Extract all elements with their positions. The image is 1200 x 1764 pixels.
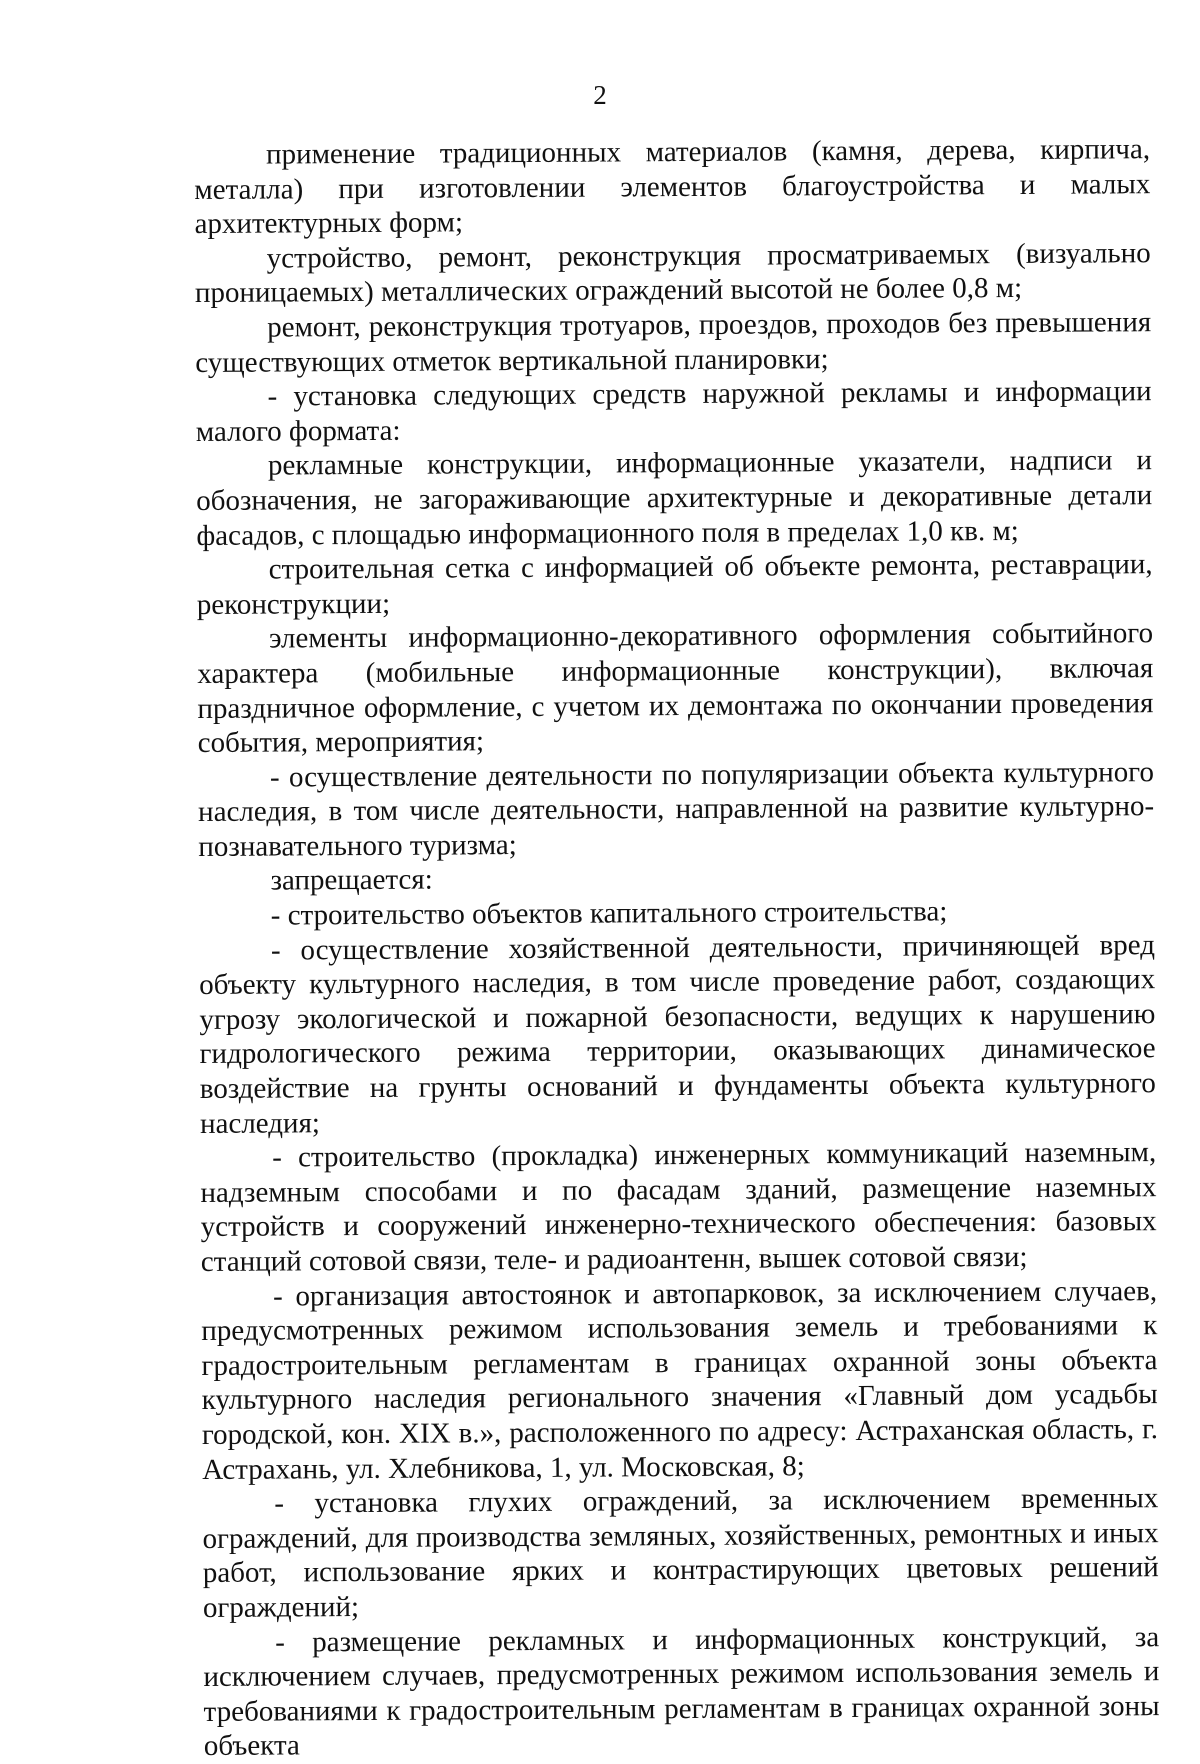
paragraph-ad-placement: - размещение рекламных и информационных конструкций, за исключением случаев, предусмотренных режимом использования земель и требованиями к градостроительным регламентам в границах охранной зоны объекта [203, 1620, 1160, 1763]
paragraph-traditional-materials: применение традиционных материалов (камня, дерева, кирпича, металла) при изготовлении элементов благоустройства и малых архитектурных форм; [194, 133, 1151, 241]
paragraph-utilities-laying: - строительство (прокладка) инженерных коммуникаций наземным, надземным способами и по фасадам зданий, размещение наземных устройств и сооружений инженерно-технического обеспечения: базовых станций сотовой связи, теле- и радиоантенн, вышек сотовой связи; [200, 1136, 1157, 1278]
paragraph-parking: - организация автостоянок и автопарковок, за исключением случаев, предусмотренных режимом использования земель и требованиями к градостроительным регламентам в границах охранной зоны объекта культурного наследия регионального значения «Главный дом усадьбы городской, кон. XIX в.», расположенного по адресу: Астраханская область, г. Астрахань, ул. Хлебникова, 1, ул. Московская, 8; [201, 1274, 1159, 1486]
paragraph-event-decor: элементы информационно-декоративного оформления событийного характера (мобильные информационные конструкции), включая праздничное оформление, с учетом их демонтажа по окончании проведения события, мероприятия; [197, 617, 1154, 760]
paragraph-sidewalks-repair: ремонт, реконструкция тротуаров, проездов, проходов без превышения существующих отметок вертикальной планировки; [195, 306, 1152, 379]
paragraph-construction-net: строительная сетка с информацией об объекте ремонта, реставрации, реконструкции; [196, 548, 1153, 621]
document-body [194, 132, 1160, 1764]
paragraph-ad-structures: рекламные конструкции, информационные указатели, надписи и обозначения, не загораживающие архитектурные и декоративные детали фасадов, с площадью информационного поля в пределах 1,0 кв. м; [196, 444, 1153, 552]
paragraph-solid-fences: - установка глухих ограждений, за исключением временных ограждений, для производства земляных, хозяйственных, ремонтных и иных работ, использование ярких и контрастирующих цветовых решений ограждений; [202, 1482, 1159, 1624]
paragraph-popularization: - осуществление деятельности по популяризации объекта культурного наследия, в том числе деятельности, направленной на развитие культурно-познавательного туризма; [198, 755, 1155, 863]
paragraph-advertising-install: - установка следующих средств наружной рекламы и информации малого формата: [195, 375, 1152, 448]
paragraph-capital-construction: - строительство объектов капитального строительства; [270, 895, 948, 932]
page-number: 2 [593, 80, 607, 110]
paragraph-prohibited-heading: запрещается: [270, 864, 433, 898]
paragraph-fences-repair: устройство, ремонт, реконструкция просматриваемых (визуально проницаемых) металлических ограждений высотой не более 0,8 м; [194, 236, 1151, 310]
paragraph-harmful-activity: - осуществление хозяйственной деятельности, причиняющей вред объекту культурного наследия, в том числе проведение работ, создающих угрозу экологической и пожарной безопасности, ведущих к нарушению гидрологического режима территории, оказывающих динамическое воздействие на грунты оснований и фундаменты объекта культурного наследия; [199, 928, 1156, 1140]
